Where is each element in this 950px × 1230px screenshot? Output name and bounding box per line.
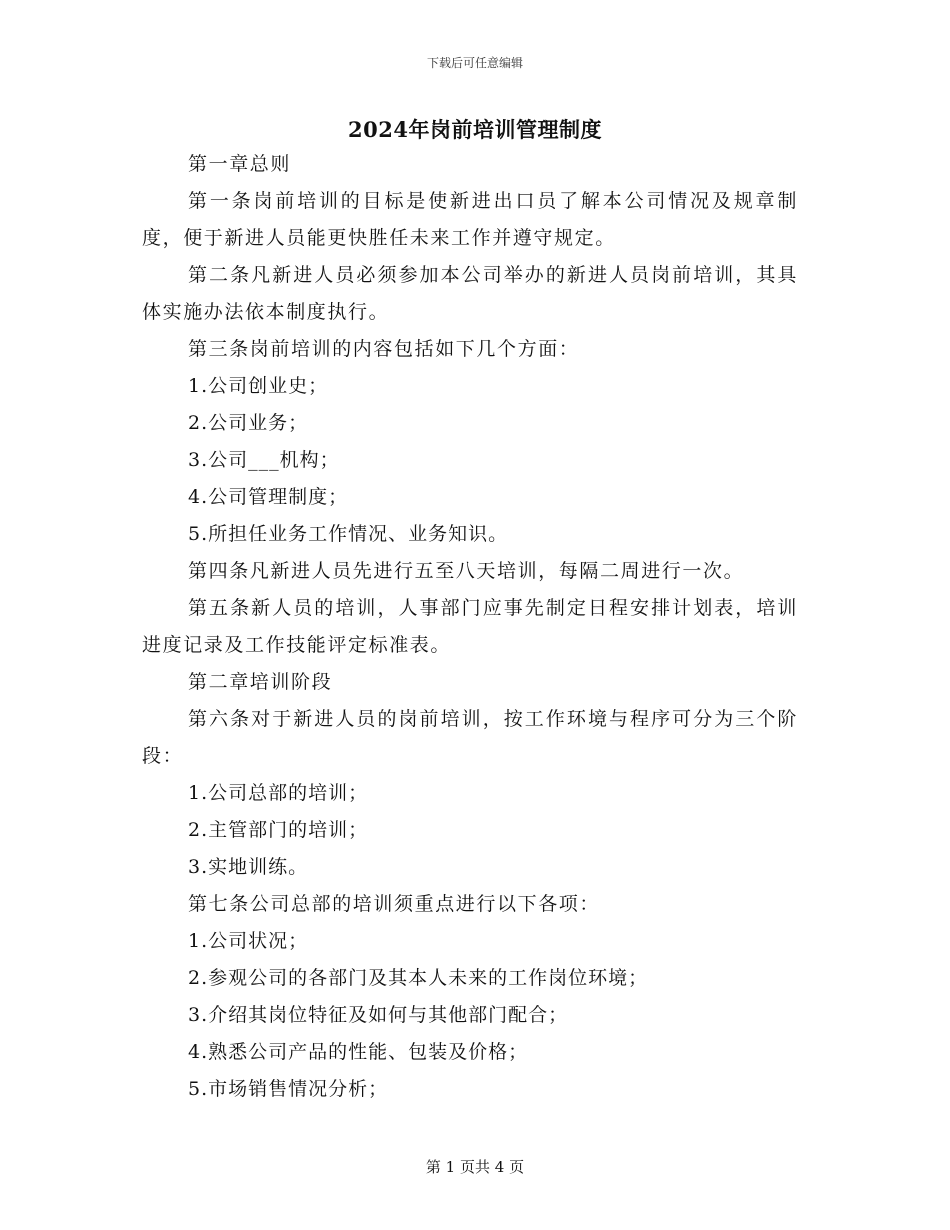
list-item: 1.公司创业史； — [188, 375, 329, 397]
article-paragraph: 第七条公司总部的培训须重点进行以下各项： — [188, 893, 601, 915]
page-number: 第 1 页共 4 页 — [425, 1158, 525, 1176]
document-title: 2024年岗前培训管理制度 — [348, 117, 602, 142]
list-item: 3.介绍其岗位特征及如何与其他部门配合； — [188, 1004, 569, 1026]
list-item: 2.主管部门的培训； — [188, 819, 369, 841]
article-paragraph: 第五条新人员的培训，人事部门应事先制定日程安排计划表，培训进度记录及工作技能评定标准表。 — [142, 597, 798, 656]
list-item: 5.所担任业务工作情况、业务知识。 — [188, 523, 509, 545]
list-item: 3.实地训练。 — [188, 856, 309, 878]
list-item: 2.参观公司的各部门及其本人未来的工作岗位环境； — [188, 967, 649, 989]
list-item: 3.公司___机构； — [188, 449, 340, 471]
list-item: 1.公司状况； — [188, 930, 309, 952]
header-note: 下载后可任意编辑 — [426, 56, 523, 70]
list-item: 4.熟悉公司产品的性能、包装及价格； — [188, 1041, 529, 1063]
list-item: 2.公司业务； — [188, 412, 309, 434]
article-paragraph: 第六条对于新进人员的岗前培训，按工作环境与程序可分为三个阶段： — [142, 708, 798, 767]
article-paragraph: 第二条凡新进人员必须参加本公司举办的新进人员岗前培训，其具体实施办法依本制度执行。 — [142, 264, 798, 323]
list-item: 5.市场销售情况分析； — [188, 1078, 389, 1100]
article-paragraph: 第一条岗前培训的目标是使新进出口员了解本公司情况及规章制度，便于新进人员能更快胜任未来工作并遵守规定。 — [142, 190, 798, 249]
document-body — [142, 146, 798, 1108]
list-item: 1.公司总部的培训； — [188, 782, 369, 804]
chapter-heading: 第二章培训阶段 — [188, 671, 333, 693]
article-paragraph: 第三条岗前培训的内容包括如下几个方面： — [188, 338, 580, 360]
chapter-heading: 第一章总则 — [188, 153, 292, 175]
list-item: 4.公司管理制度； — [188, 486, 349, 508]
article-paragraph: 第四条凡新进人员先进行五至八天培训，每隔二周进行一次。 — [188, 560, 745, 582]
